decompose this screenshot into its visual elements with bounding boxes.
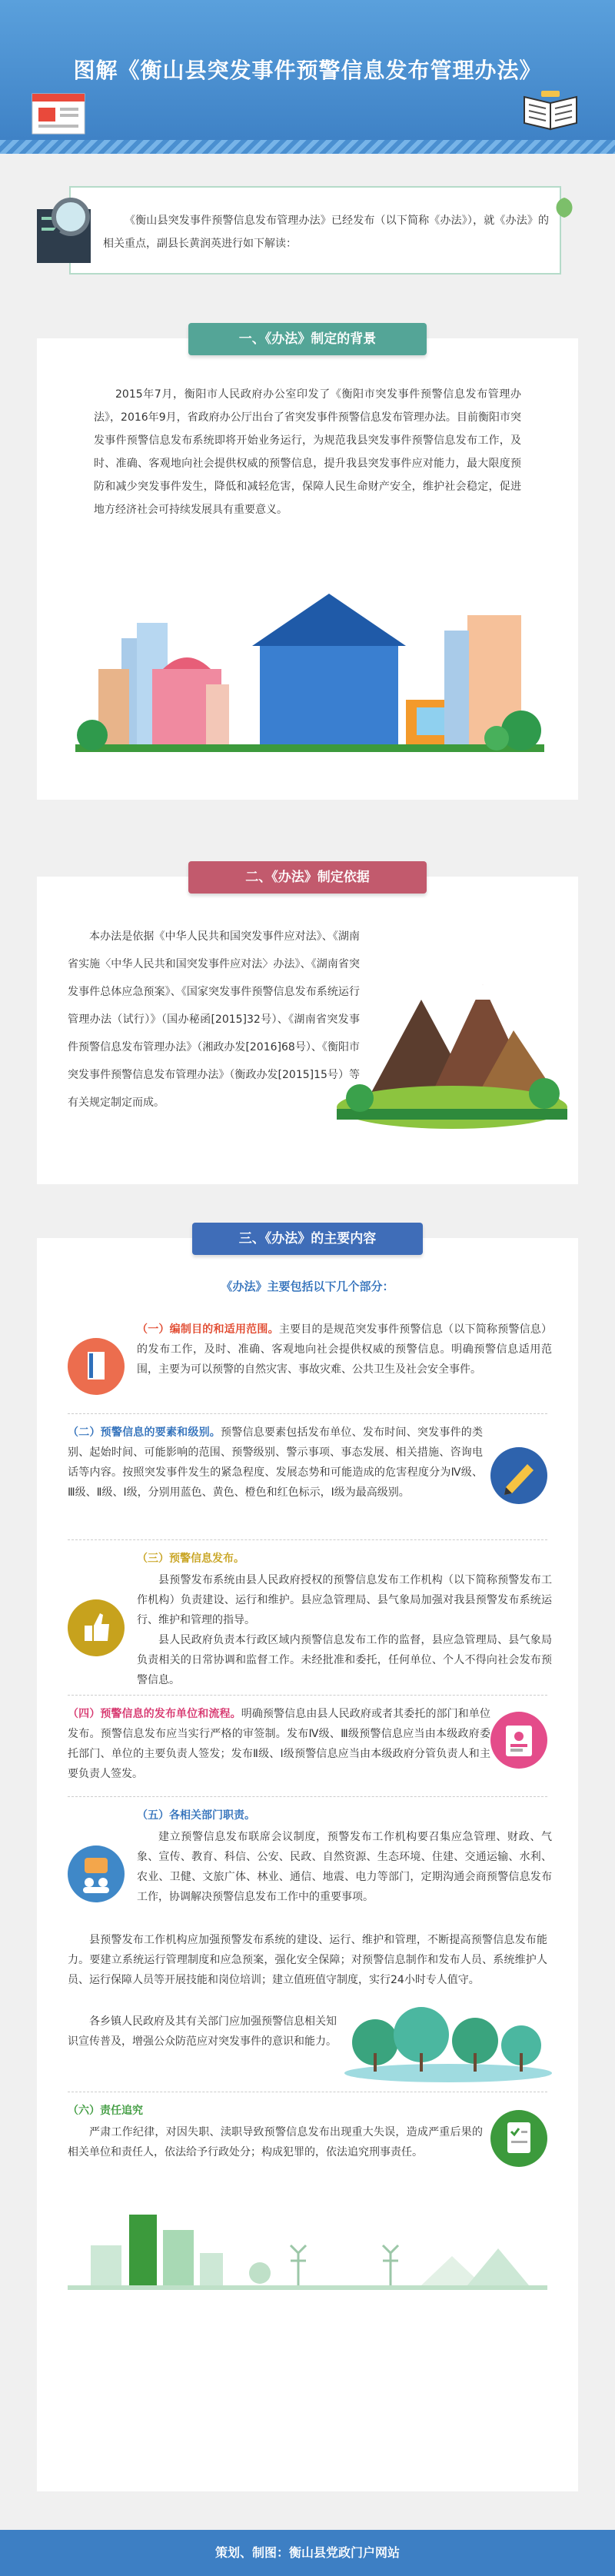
newspaper-icon — [31, 91, 89, 137]
item3-title: （三）预警信息发布。 — [137, 1553, 244, 1565]
item6-title: （六）责任追究 — [68, 2105, 143, 2117]
item3-body1: 县预警发布系统由县人民政府授权的预警信息发布工作机构（以下简称预警发布工作机构）负责建设、运行和维护。县应急管理局、县气象局加强对我县预警发布系统运行、维护和管理的指导。 — [137, 1574, 552, 1626]
section-background-card — [37, 331, 578, 800]
item5-body2: 县预警发布工作机构应加强预警发布系统的建设、运行、维护和管理，不断提高预警信息发布能力。要建立系统运行管理制度和应急预案，强化安全保障；对预警信息制作和发布人员、系统维护人员、运行保障人员等开展技能和岗位培训；建立值班值守制度，实行24小时专人值守。 — [68, 1934, 547, 1986]
book-circle-icon — [68, 1338, 125, 1395]
item2-title: （二）预警信息的要素和级别。 — [68, 1426, 221, 1439]
pencil-circle-icon — [490, 1447, 547, 1504]
item4-text — [68, 1704, 490, 1784]
meeting-circle-icon — [68, 1845, 125, 1902]
forest-illustration — [344, 1999, 552, 2084]
mountain-illustration — [337, 977, 567, 1130]
divider — [68, 1695, 547, 1696]
item5-body1: 建立预警信息发布联席会议制度，预警发布工作机构要召集应急管理、财政、气象、宣传、教育、科信、公安、民政、自然资源、生态环境、住建、交通运输、水利、农业、卫健、文旅广体、林业、通信、地震、电力等部门，定期沟通会商预警信息发布工作，协调解决预警信息发布工作中的重要事项。 — [137, 1831, 552, 1903]
section2-heading: 二、《办法》制定依据 — [188, 861, 427, 894]
section3-heading: 三、《办法》的主要内容 — [192, 1223, 423, 1255]
city-illustration — [75, 584, 544, 761]
intro-card — [69, 186, 561, 275]
section-basis-card — [37, 870, 578, 1184]
item3-body2: 县人民政府负责本行政区域内预警信息发布工作的监督，县应急管理局、县气象局负责相关的日常协调和监督工作。未经批准和委托，任何单位、个人不得向社会发布预警信息。 — [137, 1634, 552, 1686]
item6-body: 严肃工作纪律，对因失职、渎职导致预警信息发布出现重大失误，造成严重后果的相关单位和责任人，依法给予行政处分；构成犯罪的，依法追究刑事责任。 — [68, 2126, 483, 2158]
footer-text: 策划、制图：衡山县党政门户网站 — [214, 2545, 400, 2560]
magnifier-document-icon — [26, 194, 111, 271]
section1-heading: 一、《办法》制定的背景 — [188, 323, 427, 355]
city-skyline-illustration — [68, 2199, 547, 2291]
item1-text — [137, 1320, 552, 1380]
id-card-circle-icon — [490, 1712, 547, 1769]
footer — [0, 2530, 615, 2576]
checklist-circle-icon — [490, 2110, 547, 2167]
section2-body: 本办法是依据《中华人民共和国突发事件应对法》、《湖南省实施〈中华人民共和国突发事件应对法〉办法》、《湖南省突发事件总体应急预案》、《国家突发事件预警信息发布系统运行管理办法（试行）》（国办秘函[2015]32号）、《湖南省突发事件预警信息发布管理办法》（湘政办发[2016]68号）、《衡阳市突发事件预警信息发布管理办法》（衡政办发[2015]15号）等有关规定制定而成。 — [68, 930, 360, 1109]
divider — [68, 1539, 547, 1540]
thumbs-up-circle-icon — [68, 1599, 125, 1656]
item4-title: （四）预警信息的发布单位和流程。 — [68, 1708, 241, 1720]
item1-title: （一）编制目的和适用范围。 — [137, 1323, 279, 1336]
section3-lead: 《办法》主要包括以下几个部分： — [221, 1280, 394, 1293]
section-content-card — [37, 1231, 578, 2491]
item4-body: 明确预警信息由县人民政府或者其委托的部门和单位发布。预警信息发布应当实行严格的审签制。发布Ⅳ级、Ⅲ级预警信息应当由本级政府委托部门、单位的主要负责人签发；发布Ⅱ级、Ⅰ级预警信息应当由本级政府分管负责人和主要负责人签发。 — [68, 1708, 491, 1780]
open-book-icon — [520, 91, 581, 137]
item5-title: （五）各相关部门职责。 — [137, 1809, 255, 1822]
item2-body: 预警信息要素包括发布单位、发布时间、突发事件的类别、起始时间、可能影响的范围、预警级别、警示事项、事态发展、相关措施、咨询电话等内容。按照突发事件发生的紧急程度、发展态势和可能造成的危害程度分为Ⅳ级、Ⅲ级、Ⅱ级、Ⅰ级，分别用蓝色、黄色、橙色和红色标示，Ⅰ级为最高级别。 — [68, 1426, 484, 1499]
leaf-icon — [552, 196, 577, 219]
banner-stripe — [0, 140, 615, 154]
divider — [68, 1413, 547, 1414]
section1-body: 2015年7月，衡阳市人民政府办公室印发了《衡阳市突发事件预警信息发布管理办法》，2016年9月，省政府办公厅出台了省突发事件预警信息发布管理办法。目前衡阳市突发事件预警信息发布系统即将开始业务运行，为规范我县突发事件预警信息发布工作，及时、准确、客观地向社会提供权威的预警信息，提升我县突发事件应对能力，最大限度预防和减少突发事件发生，降低和减轻危害，保障人民生命财产安全，维护社会稳定，促进地方经济社会可持续发展具有重要意义。 — [94, 388, 521, 516]
intro-text: 《衡山县突发事件预警信息发布管理办法》已经发布（以下简称《办法》），就《办法》的相关重点，副县长黄润英进行如下解读： — [103, 215, 549, 250]
item1-body: 主要目的是规范突发事件预警信息（以下简称预警信息）的发布工作，及时、准确、客观地向社会提供权威的预警信息。明确预警信息适用范围，主要为可以预警的自然灾害、事故灾难、公共卫生及社会安全事件。 — [137, 1323, 553, 1376]
header-banner — [0, 0, 615, 154]
item5-body3: 各乡镇人民政府及其有关部门应加强预警信息相关知识宣传普及，增强公众防范应对突发事件的意识和能力。 — [68, 2015, 337, 2048]
page-title: 图解《衡山县突发事件预警信息发布管理办法》 — [73, 58, 542, 83]
divider — [68, 1796, 547, 1797]
item2-text — [68, 1423, 483, 1503]
